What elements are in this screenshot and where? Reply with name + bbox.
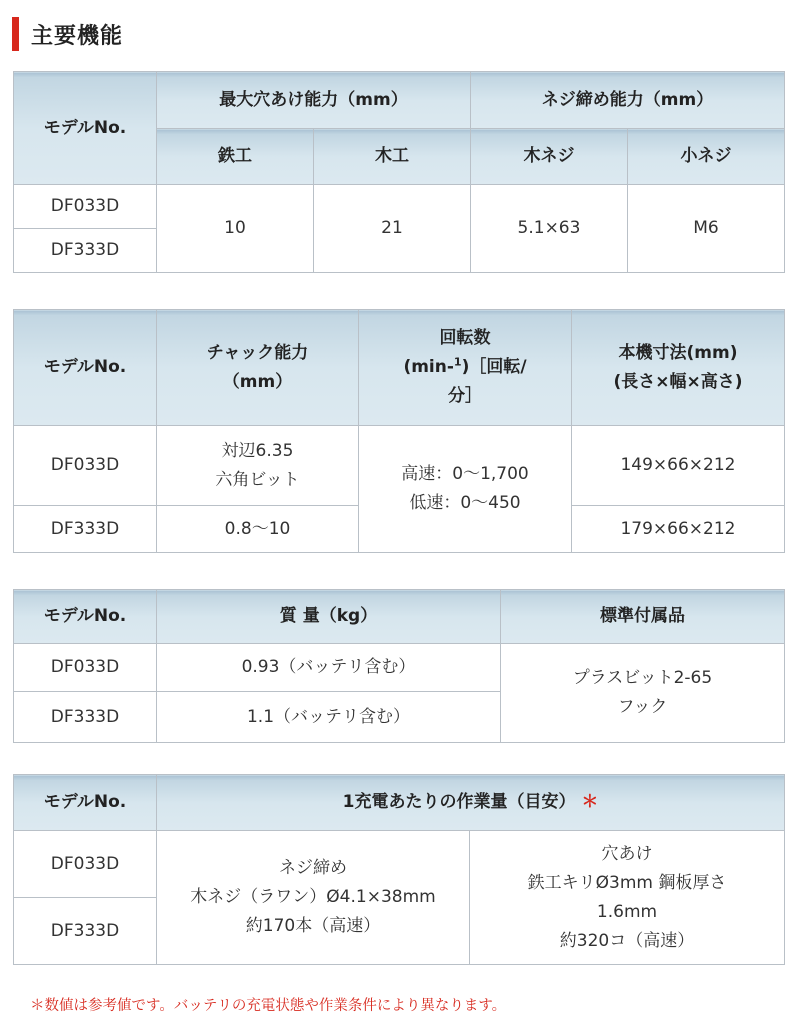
screw-line3: 約170本（高速） [245, 916, 381, 936]
rotation-speed-value [359, 426, 572, 553]
wood-screw-header: 木ネジ [471, 129, 628, 185]
capacity-table [13, 71, 785, 273]
drill-line4: 約320コ（高速） [559, 930, 695, 951]
section-heading [12, 16, 123, 52]
fastening-capacity-header: ネジ締め能力（mm） [471, 72, 785, 129]
rotation-speed-header [359, 310, 572, 426]
asterisk-mark: ＊ [581, 792, 599, 812]
chuck-header-line1: チャック能力 [206, 342, 309, 363]
chuck-speed-size-table [13, 309, 785, 553]
footnote: ＊数値は参考値です。バッテリの充電状態や作業条件により異なります。 [30, 998, 507, 1014]
mass-value: 0.93（バッテリ含む） [157, 644, 501, 692]
screw-line2: 木ネジ（ラワン）Ø4.1×38mm [190, 887, 436, 907]
wood-screw-value: 5.1×63 [471, 185, 628, 273]
dimensions-value: 179×66×212 [572, 506, 785, 553]
drilling-value [470, 831, 785, 965]
model-cell: DF333D [14, 229, 157, 273]
chuck-value: 0.8〜10 [157, 506, 359, 553]
chuck-header-line2: （mm） [222, 371, 293, 392]
drill-line1: 穴あけ [601, 843, 653, 864]
steel-value: 10 [157, 185, 314, 273]
rpm-low-value: 低速：0〜450 [409, 493, 521, 513]
model-cell: DF033D [14, 831, 157, 898]
drill-line3: 1.6mm [596, 901, 658, 922]
size-header-line1: 本機寸法(mm) [618, 342, 738, 363]
chuck-value-line1: 対辺6.35 [221, 440, 294, 461]
machine-screw-value: M6 [628, 185, 785, 273]
dimensions-header [572, 310, 785, 426]
machine-screw-header: 小ネジ [628, 129, 785, 185]
model-cell: DF333D [14, 506, 157, 553]
work-per-charge-table [13, 774, 785, 965]
wood-header: 木工 [314, 129, 471, 185]
wood-value: 21 [314, 185, 471, 273]
model-cell: DF033D [14, 426, 157, 506]
work-per-charge-header [157, 775, 785, 831]
accessory-item: フック [617, 697, 668, 717]
drilling-capacity-header: 最大穴あけ能力（mm） [157, 72, 471, 129]
model-header: モデルNo. [14, 775, 157, 831]
mass-header: 質 量（kg） [157, 590, 501, 644]
chuck-capacity-header [157, 310, 359, 426]
model-header: モデルNo. [14, 72, 157, 185]
model-cell: DF333D [14, 898, 157, 965]
screw-fastening-value [157, 831, 470, 965]
model-cell: DF033D [14, 185, 157, 229]
work-header-text: 1充電あたりの作業量（目安） [342, 792, 576, 812]
model-header: モデルNo. [14, 590, 157, 644]
rpm-header-line3: 分］ [448, 386, 482, 406]
dimensions-value: 149×66×212 [572, 426, 785, 506]
accessory-item: プラスビット2-65 [572, 668, 713, 688]
screw-line1: ネジ締め [279, 858, 347, 878]
accessories-header: 標準付属品 [501, 590, 785, 644]
rpm-unit-prefix: (min- [403, 357, 454, 377]
mass-accessories-table [13, 589, 785, 743]
section-title: 主要機能 [31, 23, 124, 49]
rpm-unit-suffix: )［回転/ [461, 357, 527, 377]
model-cell: DF033D [14, 644, 157, 692]
rpm-high-value: 高速：0〜1,700 [401, 464, 529, 484]
drill-line2: 鉄工キリØ3mm 鋼板厚さ [527, 872, 727, 893]
title-accent-bar [12, 17, 19, 51]
chuck-value [157, 426, 359, 506]
rpm-unit-exponent: 1 [453, 355, 462, 369]
mass-value: 1.1（バッテリ含む） [157, 692, 501, 743]
rpm-header-line1: 回転数 [439, 328, 491, 348]
model-cell: DF333D [14, 692, 157, 743]
chuck-value-line2: 六角ビット [215, 469, 300, 490]
model-header: モデルNo. [14, 310, 157, 426]
rpm-header-line2 [363, 353, 567, 382]
accessories-value [501, 644, 785, 743]
size-header-line2: (長さ×幅×高さ) [613, 371, 743, 392]
steel-header: 鉄工 [157, 129, 314, 185]
